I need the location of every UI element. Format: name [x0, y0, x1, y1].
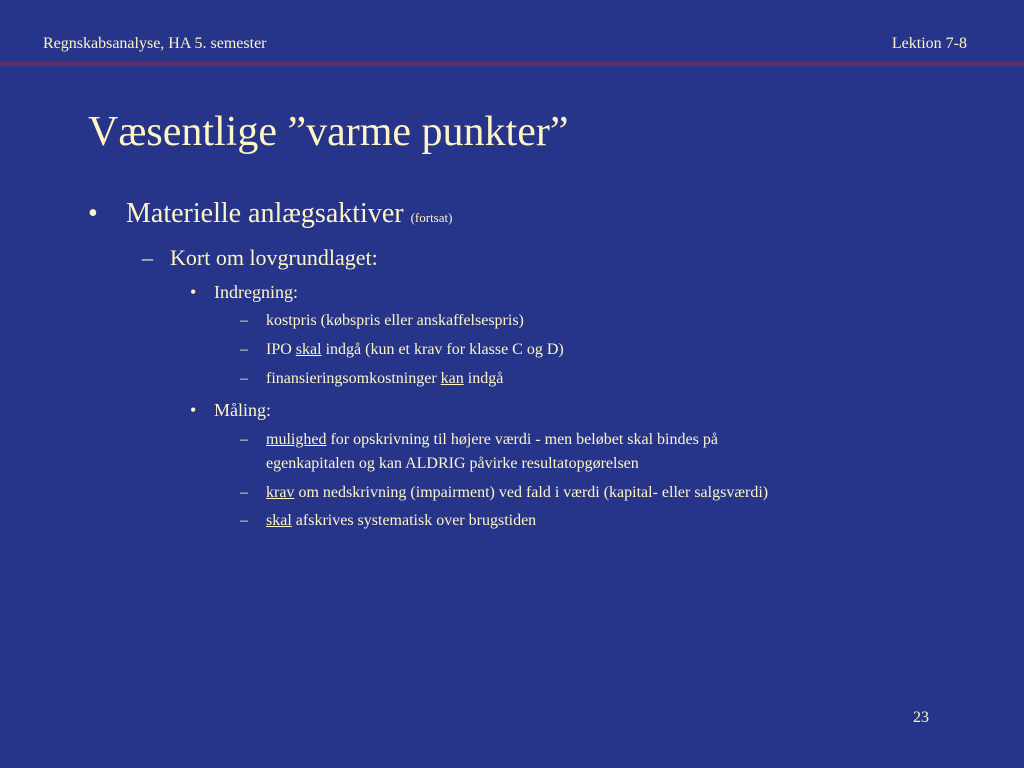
dash-marker: –: [142, 245, 153, 270]
dash-marker: –: [240, 341, 248, 358]
list-item-text: finansieringsomkostninger kan indgå: [266, 370, 504, 387]
list-item-text: skal afskrives systematisk over brugstiden: [266, 512, 537, 529]
dash-marker: –: [240, 312, 248, 329]
header-divider-thin: [0, 67, 1024, 68]
emphasis-word: krav: [266, 484, 295, 501]
bullet-level1-text: Materielle anlægsaktiver: [126, 198, 404, 229]
bullet-level1-note: (fortsat): [410, 210, 453, 225]
slide-title: Væsentlige ”varme punkter”: [88, 109, 569, 155]
emphasis-word: mulighed: [266, 431, 327, 448]
list-item-text: kostpris (købspris eller anskaffelsespris): [266, 312, 524, 329]
bullet-level2-text: Kort om lovgrundlaget:: [170, 245, 378, 270]
emphasis-word: kan: [440, 370, 464, 387]
dash-marker: –: [240, 431, 248, 448]
header-divider: [0, 61, 1024, 66]
emphasis-word: skal: [266, 512, 292, 529]
bullet-marker: •: [190, 282, 197, 302]
list-item-text: IPO skal indgå (kun et krav for klasse C og D): [266, 341, 564, 358]
emphasis-word: skal: [295, 341, 322, 358]
dash-marker: –: [240, 484, 248, 501]
header-lecture: Lektion 7-8: [891, 35, 967, 52]
bullet-marker: •: [190, 400, 197, 420]
section-maaling-label: Måling:: [214, 400, 271, 420]
list-item-text: mulighed for opskrivning til højere værdi - men beløbet skal bindes på: [266, 431, 718, 448]
header-course: Regnskabsanalyse, HA 5. semester: [43, 35, 267, 52]
section-indregning-label: Indregning:: [214, 282, 298, 302]
dash-marker: –: [240, 512, 248, 529]
bullet-marker: •: [88, 198, 98, 229]
page-number: 23: [913, 709, 929, 726]
dash-marker: –: [240, 370, 248, 387]
list-item-text-line2: egenkapitalen og kan ALDRIG påvirke resultatopgørelsen: [266, 455, 639, 472]
list-item-text: krav om nedskrivning (impairment) ved fald i værdi (kapital- eller salgsværdi): [266, 484, 769, 501]
